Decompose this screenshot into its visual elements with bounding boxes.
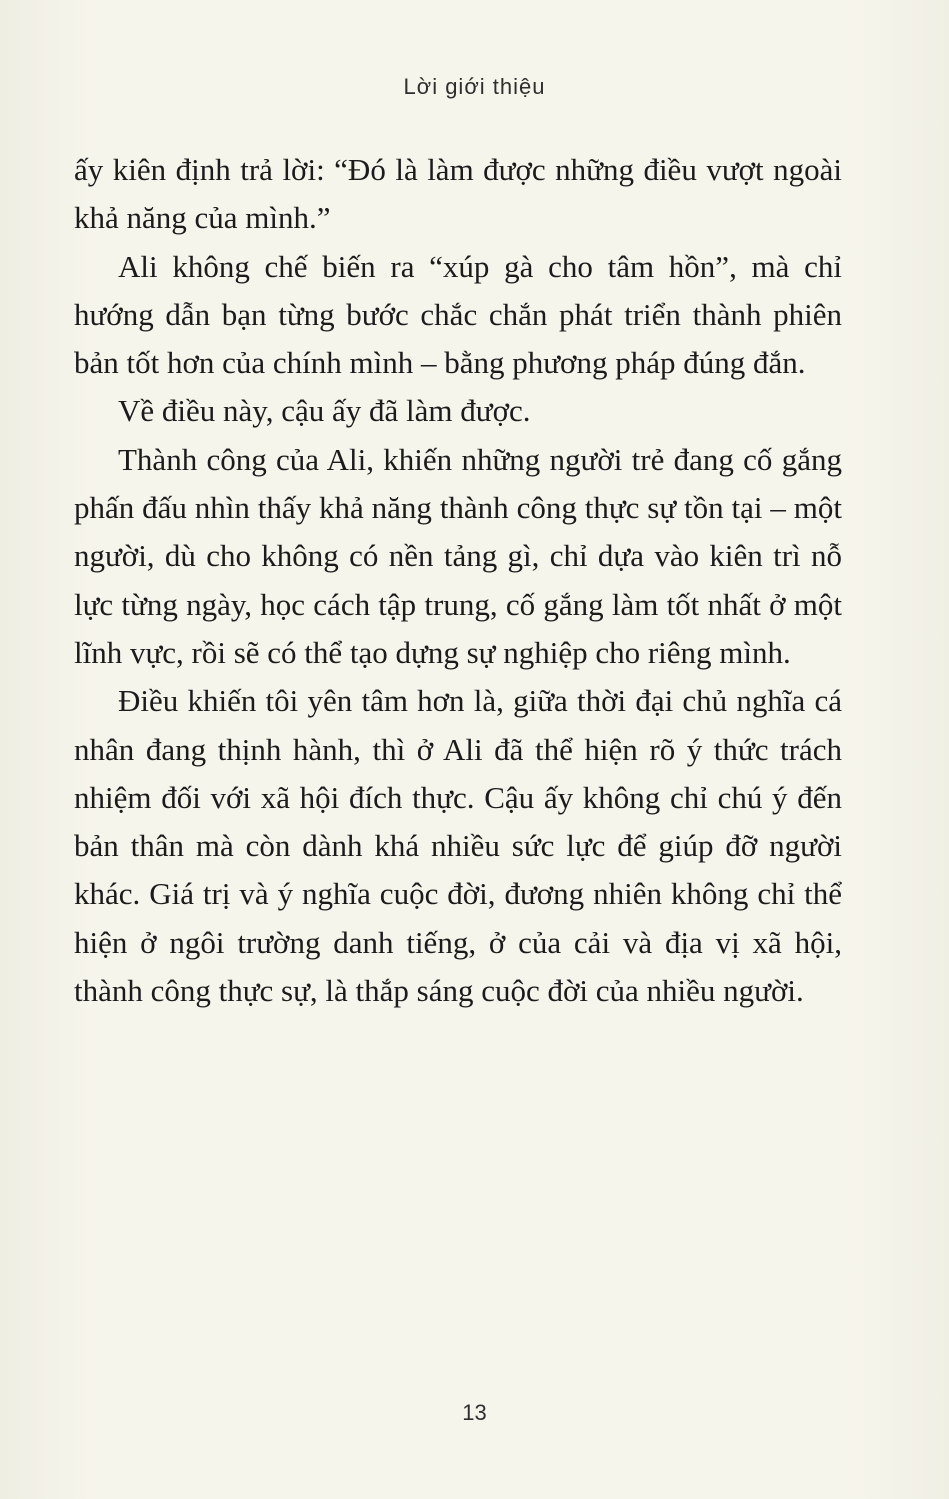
paragraph-continued: ấy kiên định trả lời: “Đó là làm được những điều vượt ngoài khả năng của mình.”	[74, 152, 842, 236]
running-head: Lời giới thiệu	[403, 74, 546, 99]
paragraph: Ali không chế biến ra “xúp gà cho tâm hồn”, mà chỉ hướng dẫn bạn từng bước chắc chắn phát triển thành phiên bản tốt hơn của chính mình – bằng phương pháp đúng đắn.	[74, 248, 842, 381]
paragraph: Điều khiến tôi yên tâm hơn là, giữa thời đại chủ nghĩa cá nhân đang thịnh hành, thì ở Ali đã thể hiện rõ ý thức trách nhiệm đối với xã hội đích thực. Cậu ấy không chỉ chú ý đến bản thân mà còn dành khá nhiều sức lực để giúp đỡ người khác. Giá trị và ý nghĩa cuộc đời, đương nhiên không chỉ thể hiện ở ngôi trường danh tiếng, ở của cải và địa vị xã hội, thành công thực sự, là thắp sáng cuộc đời của nhiều người.	[74, 683, 842, 1009]
page-number: 13	[462, 1400, 487, 1425]
body-text	[74, 146, 842, 1015]
paragraph: Về điều này, cậu ấy đã làm được.	[118, 393, 531, 429]
paragraph: Thành công của Ali, khiến những người trẻ đang cố gắng phấn đấu nhìn thấy khả năng thành công thực sự tồn tại – một người, dù cho không có nền tảng gì, chỉ dựa vào kiên trì nỗ lực từng ngày, học cách tập trung, cố gắng làm tốt nhất ở một lĩnh vực, rồi sẽ có thể tạo dựng sự nghiệp cho riêng mình.	[74, 441, 842, 670]
